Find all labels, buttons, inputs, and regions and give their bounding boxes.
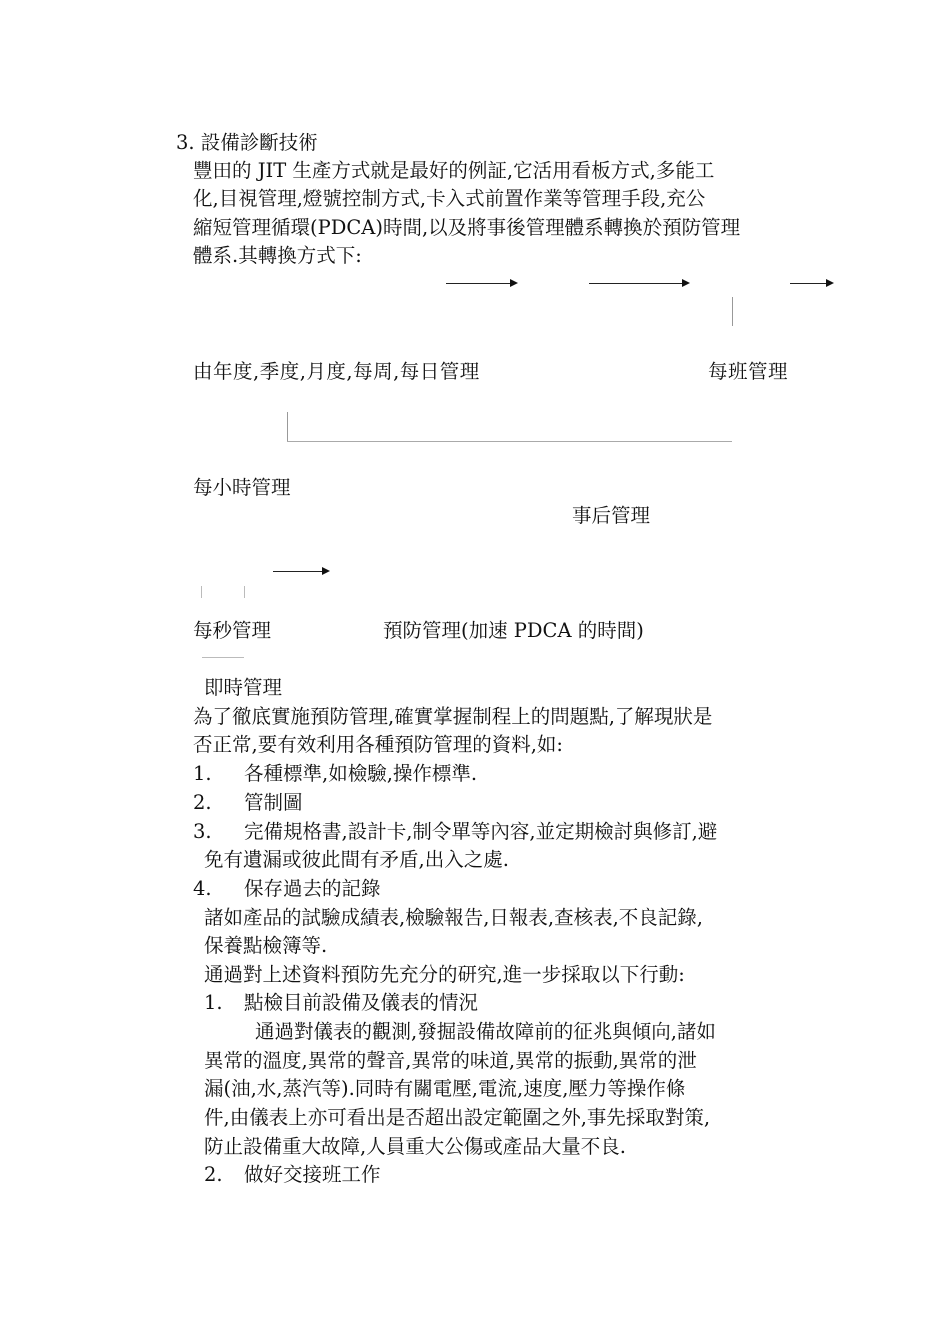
diagram-after-label: 事后管理 (572, 504, 651, 527)
action1-body-1: 通過對儀表的觀測,發掘設備故障前的征兆與傾向,諸如 (255, 1020, 716, 1043)
records-line-1: 諸如產品的試驗成績表,檢驗報告,日報表,查核表,不良記錄, (204, 906, 703, 929)
list1-num-1: 1. (193, 762, 212, 785)
list1-text-2: 管制圖 (244, 791, 303, 814)
intro-line-4: 體系.其轉換方式下: (193, 244, 362, 267)
connector-vertical-left (287, 412, 288, 442)
connector-short (202, 657, 244, 658)
action1-body-5: 防止設備重大故障,人員重大公傷或產品大量不良. (204, 1135, 626, 1158)
diagram-realtime-label: 即時管理 (204, 676, 283, 699)
diagram-daily-label: 由年度,季度,月度,每周,每日管理 (193, 360, 480, 383)
list1-num-3: 3. (193, 820, 212, 843)
action-intro: 通過對上述資料預防先充分的研究,進一步採取以下行動: (204, 963, 685, 986)
list1-text-4: 保存過去的記錄 (244, 877, 381, 900)
diagram-hourly-label: 每小時管理 (193, 476, 291, 499)
arrow-4 (273, 571, 328, 572)
arrow-3 (790, 283, 832, 284)
section-heading: 3. 設備診斷技術 (176, 131, 318, 154)
diagram-shift-label: 每班管理 (708, 360, 789, 383)
action1-body-4: 件,由儀表上亦可看出是否超出設定範圍之外,事先採取對策, (204, 1106, 711, 1129)
action1-body-3: 漏(油,水,蒸汽等).同時有關電壓,電流,速度,壓力等操作條 (204, 1077, 686, 1100)
intro-line-1: 豐田的 JIT 生產方式就是最好的例証,它活用看板方式,多能工 (193, 159, 715, 182)
diagram-second-label: 每秒管理 (193, 619, 272, 642)
intro-line-2: 化,目視管理,燈號控制方式,卡入式前置作業等管理手段,充公 (193, 187, 706, 210)
arrow-2 (589, 283, 688, 284)
list1-text-3-cont: 免有遺漏或彼此間有矛盾,出入之處. (204, 848, 509, 871)
action1-body-2: 異常的溫度,異常的聲音,異常的味道,異常的振動,異常的泄 (204, 1049, 697, 1072)
action2-num: 2. (204, 1163, 223, 1186)
list1-text-3: 完備規格書,設計卡,制令單等內容,並定期檢討與修訂,避 (244, 820, 718, 843)
list1-text-1: 各種標準,如檢驗,操作標準. (244, 762, 478, 785)
action2-title: 做好交接班工作 (244, 1163, 381, 1186)
body-line-2: 否正常,要有效利用各種預防管理的資料,如: (193, 733, 563, 756)
body-line-1: 為了徹底實施預防管理,確實掌握制程上的問題點,了解現狀是 (193, 705, 713, 728)
connector-horizontal (287, 441, 732, 442)
list1-num-2: 2. (193, 791, 212, 814)
connector-vertical-right (732, 297, 733, 326)
diagram-preventive-label: 預防管理(加速 PDCA 的時間) (383, 619, 644, 642)
intro-line-3: 縮短管理循環(PDCA)時間,以及將事後管理體系轉換於預防管理 (193, 216, 741, 239)
list1-num-4: 4. (193, 877, 212, 900)
arrow-1 (446, 283, 516, 284)
connector-tick-2 (244, 586, 245, 598)
connector-tick-1 (201, 586, 202, 598)
action1-title: 點檢目前設備及儀表的情況 (244, 991, 479, 1014)
records-line-2: 保養點檢簿等. (204, 934, 328, 957)
action1-num: 1. (204, 991, 223, 1014)
